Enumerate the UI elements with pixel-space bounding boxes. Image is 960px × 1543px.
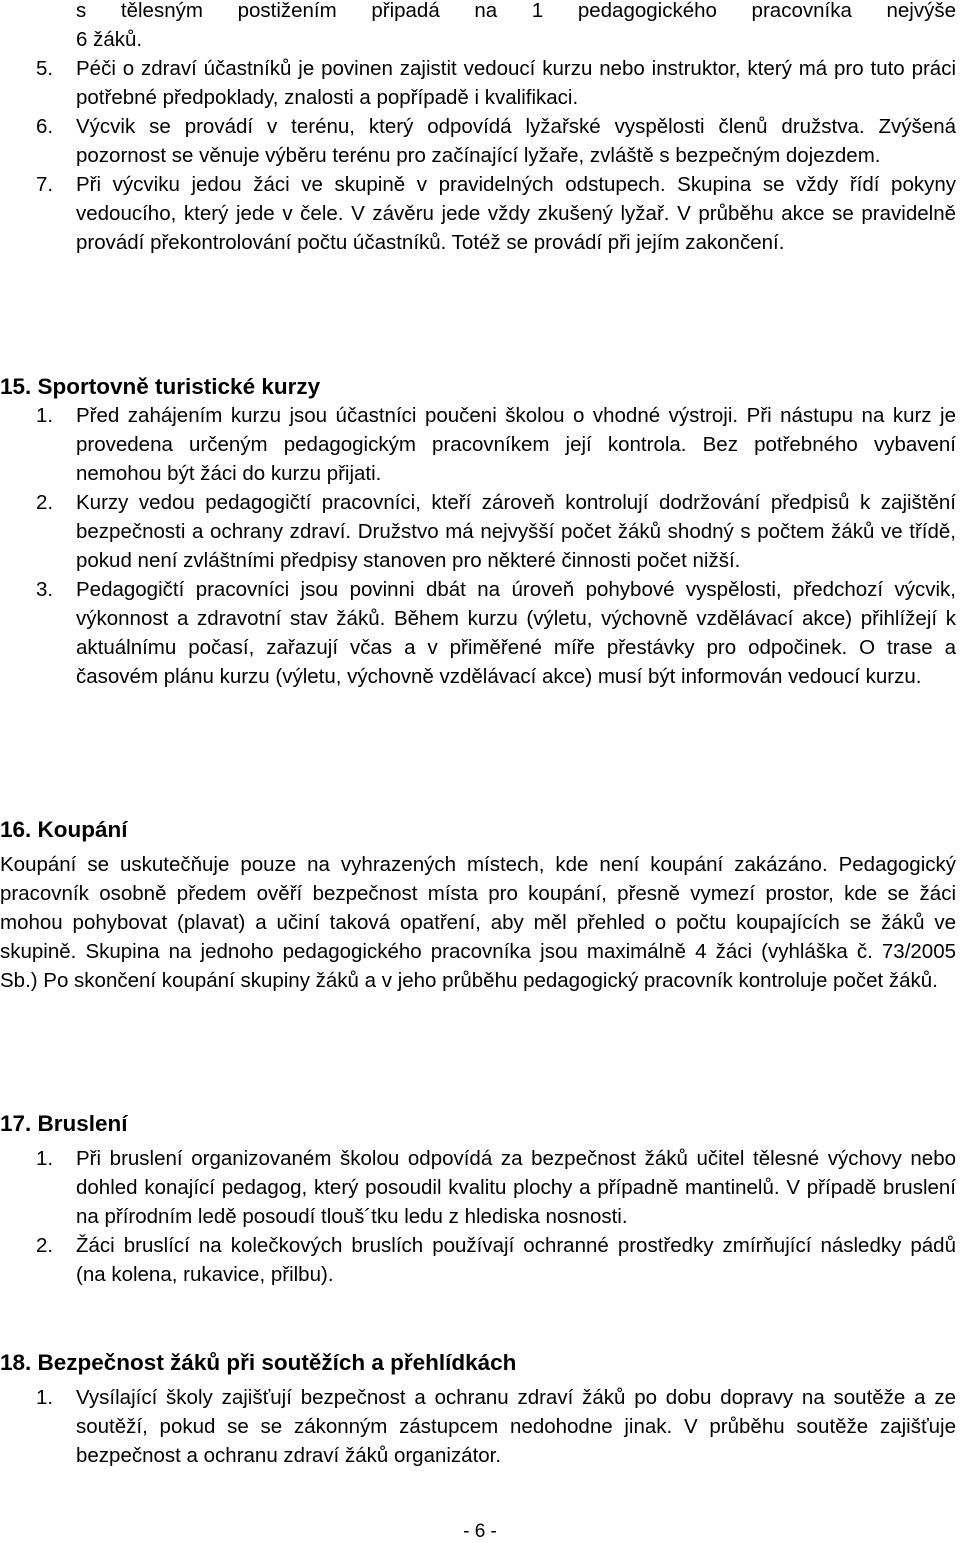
list-item-number: 3.: [36, 578, 54, 601]
top-continuation: [0, 0, 956, 54]
section-15: [0, 372, 956, 691]
list-item: [0, 170, 956, 257]
list-item-text: Žáci bruslící na kolečkových bruslích používají ochranné prostředky zmírňující následky pádů (na kolena, rukavice, přilbu).: [76, 1234, 956, 1286]
list-item: [0, 488, 956, 575]
list-item: [0, 1231, 956, 1289]
list-item-number: 1.: [36, 404, 54, 427]
section-paragraph: Koupání se uskutečňuje pouze na vyhrazených místech, kde není koupání zakázáno. Pedagogický pracovník osobně předem ověří bezpečnost místa pro koupání, přesně vymezí prostor, kde se žáci mohou pohybovat (plavat) a učiní taková opatření, aby měl přehled o počtu koupajících se žáků ve skupině. Skupina na jednoho pedagogického pracovníka jsou maximálně 4 žáci (vyhláška č. 73/2005 Sb.) Po skončení koupání skupiny žáků a v jeho průběhu pedagogický pracovník kontroluje počet žáků.: [0, 853, 956, 992]
list-item-number: 7.: [36, 173, 54, 196]
list-item-text: Kurzy vedou pedagogičtí pracovníci, kteří zároveň kontrolují dodržování předpisů k zajištění bezpečnosti a ochrany zdraví. Družstvo má nejvyšší počet žáků shodný s počtem žáků ve třídě, pokud není zvláštními předpisy stanoven pro některé činnosti počet nižší.: [76, 491, 956, 572]
list-item-text: Výcvik se provádí v terénu, který odpovídá lyžařské vyspělosti členů družstva. Zvýšená pozornost se věnuje výběru terénu pro začínající lyžaře, zvláště s bezpečným dojezdem.: [76, 115, 956, 167]
section-16: [0, 815, 956, 995]
list-item-text: Při bruslení organizovaném školou odpovídá za bezpečnost žáků učitel tělesné výchovy nebo dohled konající pedagog, který posoudil kvalitu plochy a případně mantinelů. V případě bruslení na přírodním ledě posoudí tlouš´tku ledu z hlediska nosnosti.: [76, 1147, 956, 1228]
list-item: [0, 575, 956, 691]
list-item-text: Při výcviku jedou žáci ve skupině v pravidelných odstupech. Skupina se vždy řídí pokyny vedoucího, který jede v čele. V závěru jede vždy zkušený lyžař. V průběhu akce se pravidelně provádí překontrolování počtu účastníků. Totéž se provádí při jejím zakončení.: [76, 173, 956, 254]
list-item-number: 6.: [36, 115, 54, 138]
list-item-number: 2.: [36, 1234, 54, 1257]
section-heading: 16. Koupání: [0, 817, 128, 842]
list-item: [0, 54, 956, 112]
list-item: [0, 112, 956, 170]
section-17: [0, 1109, 956, 1289]
top-list: [0, 54, 956, 257]
list-item-number: 1.: [36, 1386, 54, 1409]
list-item-text: Péči o zdraví účastníků je povinen zajistit vedoucí kurzu nebo instruktor, který má pro tuto práci potřebné předpoklady, znalosti a popřípadě i kvalifikaci.: [76, 57, 956, 109]
section-heading: 18. Bezpečnost žáků při soutěžích a přehlídkách: [0, 1350, 517, 1375]
section-18: [0, 1348, 956, 1470]
list-item-number: 1.: [36, 1147, 54, 1170]
section-heading: 17. Bruslení: [0, 1111, 128, 1136]
list-item-text: Vysílající školy zajišťují bezpečnost a ochranu zdraví žáků po dobu dopravy na soutěže a ze soutěží, pokud se se zákonným zástupcem nedohodne jinak. V průběhu soutěže zajišťuje bezpečnost a ochranu zdraví žáků organizátor.: [76, 1386, 956, 1467]
continuation-line-1: s tělesným postižením připadá na 1 pedagogického pracovníka nejvýše: [76, 0, 956, 22]
list-item-number: 5.: [36, 57, 54, 80]
list-item-text: Před zahájením kurzu jsou účastníci poučeni školou o vhodné výstroji. Při nástupu na kurz je provedena určeným pedagogickým pracovníkem její kontrola. Bez potřebného vybavení nemohou být žáci do kurzu přijati.: [76, 404, 956, 485]
list-item: [0, 1383, 956, 1470]
list-item: [0, 1144, 956, 1231]
list-item: [0, 401, 956, 488]
page-number: - 6 -: [463, 1521, 497, 1542]
continuation-line-2: 6 žáků.: [76, 28, 143, 51]
list-item-number: 2.: [36, 491, 54, 514]
list-item-text: Pedagogičtí pracovníci jsou povinni dbát na úroveň pohybové vyspělosti, předchozí výcvik, výkonnost a zdravotní stav žáků. Během kurzu (výletu, výchovně vzdělávací akce) přihlížejí k aktuálnímu počasí, zařazují včas a v přiměřené míře přestávky pro odpočinek. O trase a časovém plánu kurzu (výletu, výchovně vzdělávací akce) musí být informován vedoucí kurzu.: [76, 578, 956, 688]
section-heading: 15. Sportovně turistické kurzy: [0, 374, 321, 399]
